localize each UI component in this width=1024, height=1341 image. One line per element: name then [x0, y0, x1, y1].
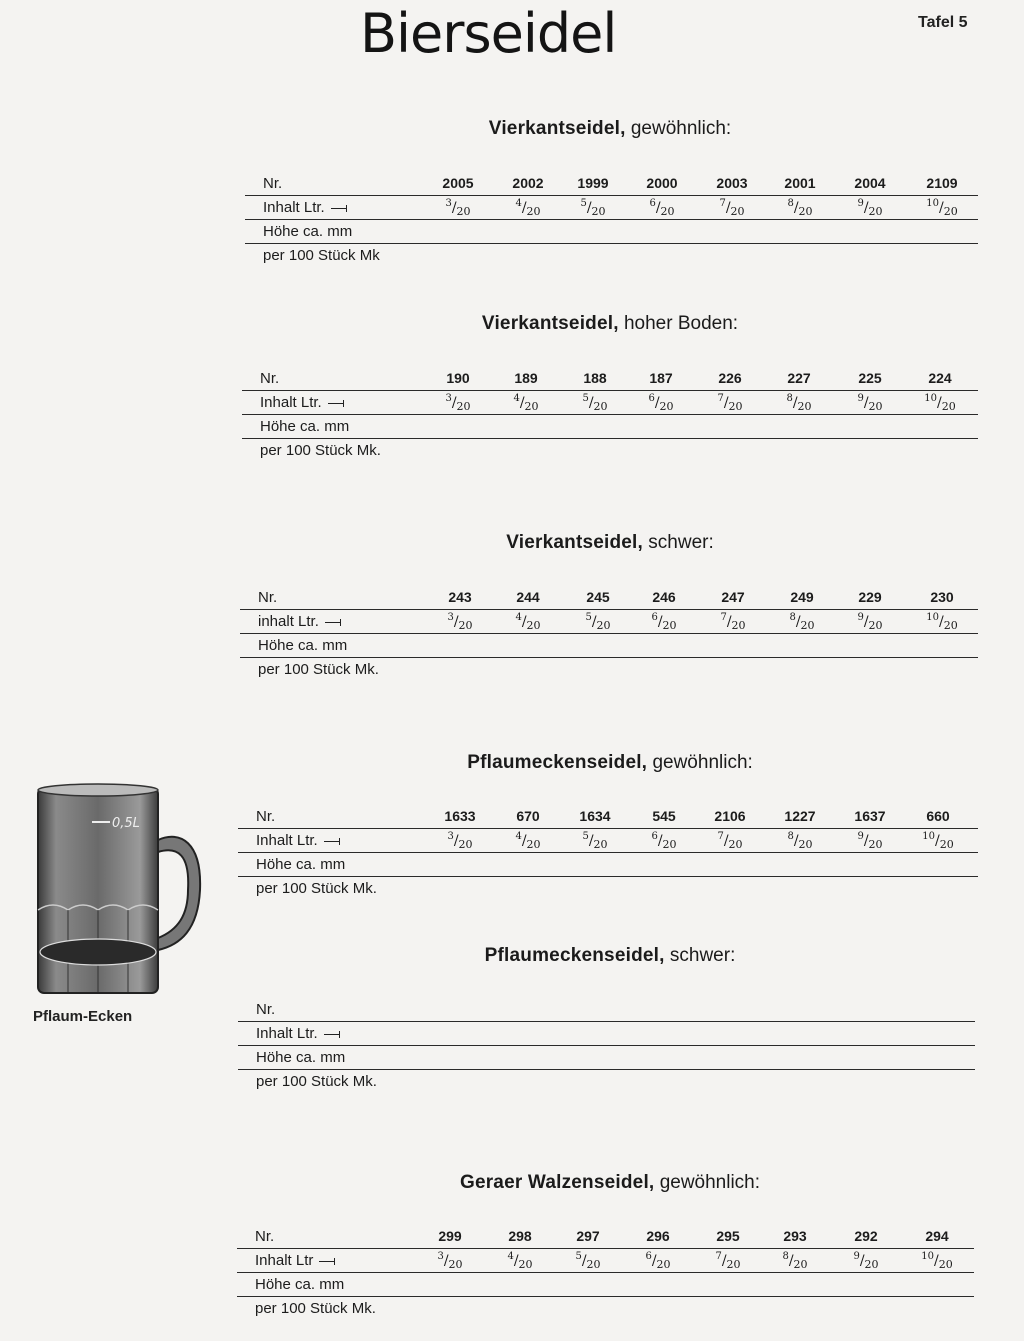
capacity-fraction: $^5/_{20}$ [582, 393, 608, 413]
capacity-numerator: 4 [515, 198, 522, 209]
item-number: 298 [508, 1228, 532, 1244]
capacity-denominator: 20 [728, 400, 743, 413]
capacity-denominator: 20 [939, 838, 954, 851]
capacity-numerator: 3 [447, 612, 454, 623]
capacity-fraction: $^{10}/_{20}$ [921, 1251, 953, 1271]
capacity-denominator: 20 [456, 205, 471, 218]
row-label [258, 637, 347, 654]
capacity-denominator: 20 [943, 619, 958, 632]
capacity-fraction: $^8/_{20}$ [787, 831, 813, 851]
item-number: 1634 [579, 808, 611, 824]
item-number: 660 [926, 808, 950, 824]
capacity-fraction: $^5/_{20}$ [582, 831, 608, 851]
capacity-numerator: 7 [715, 1251, 722, 1262]
section-title [0, 1172, 1024, 1194]
spec-table [245, 172, 978, 268]
item-number: 229 [858, 589, 882, 605]
row-label [255, 1300, 376, 1317]
row-preis [242, 439, 978, 463]
capacity-denominator: 20 [793, 1258, 808, 1271]
capacity-numerator: 3 [447, 831, 454, 842]
item-number: 188 [583, 370, 607, 386]
measure-arrow-icon [324, 1030, 340, 1038]
capacity-numerator: 4 [515, 612, 522, 623]
capacity-denominator: 20 [593, 838, 608, 851]
row-label [260, 442, 381, 459]
capacity-fraction: $^8/_{20}$ [789, 612, 815, 632]
row-label-text: Höhe ca. mm [256, 1049, 346, 1066]
capacity-numerator: 10 [926, 198, 939, 209]
item-number: 245 [586, 589, 610, 605]
capacity-fraction: $^6/_{20}$ [648, 393, 674, 413]
capacity-fraction: $^3/_{20}$ [437, 1251, 463, 1271]
row-label [260, 394, 344, 411]
capacity-fraction: $^6/_{20}$ [651, 612, 677, 632]
capacity-fraction: $^3/_{20}$ [447, 831, 473, 851]
capacity-fraction: $^{10}/_{20}$ [924, 393, 956, 413]
capacity-numerator: 6 [651, 612, 658, 623]
section-title-sub: schwer: [648, 532, 714, 553]
row-label [256, 832, 340, 849]
item-number: 225 [858, 370, 882, 386]
capacity-fraction: $^5/_{20}$ [575, 1251, 601, 1271]
capacity-numerator: 4 [513, 393, 520, 404]
item-number: 244 [516, 589, 540, 605]
capacity-denominator: 20 [868, 400, 883, 413]
section-title-main: Pflaumeckenseidel, [467, 752, 648, 773]
capacity-numerator: 5 [582, 393, 589, 404]
capacity-numerator: 4 [507, 1251, 514, 1262]
capacity-fraction: $^3/_{20}$ [447, 612, 473, 632]
row-inhalt [245, 196, 978, 220]
capacity-denominator: 20 [728, 838, 743, 851]
capacity-denominator: 20 [524, 400, 539, 413]
page-title: Bierseidel [360, 2, 617, 65]
section-title [0, 118, 1024, 140]
capacity-numerator: 9 [857, 612, 864, 623]
capacity-fraction: $^3/_{20}$ [445, 393, 471, 413]
row-label [256, 1001, 275, 1018]
section-title-sub: gewöhnlich: [652, 752, 753, 773]
item-number: 2109 [926, 175, 958, 191]
item-number: 227 [787, 370, 811, 386]
item-number: 1637 [854, 808, 886, 824]
capacity-numerator: 10 [924, 393, 937, 404]
row-label-text: Höhe ca. mm [258, 637, 348, 654]
capacity-denominator: 20 [868, 838, 883, 851]
row-label [263, 199, 347, 216]
row-label-text: Nr. [256, 1001, 276, 1018]
row-nr [242, 367, 978, 391]
row-label [256, 856, 345, 873]
row-inhalt [242, 391, 978, 415]
row-label [255, 1228, 274, 1245]
row-label-text: per 100 Stück Mk. [255, 1300, 376, 1317]
measure-arrow-icon [324, 837, 340, 845]
item-number: 293 [783, 1228, 807, 1244]
capacity-numerator: 7 [720, 612, 727, 623]
item-number: 297 [576, 1228, 600, 1244]
row-label [260, 418, 349, 435]
capacity-fraction: $^4/_{20}$ [515, 198, 541, 218]
capacity-denominator: 20 [593, 400, 608, 413]
capacity-denominator: 20 [656, 1258, 671, 1271]
row-hoehe [242, 415, 978, 439]
capacity-numerator: 9 [857, 393, 864, 404]
row-preis [237, 1297, 974, 1321]
capacity-fraction: $^4/_{20}$ [515, 831, 541, 851]
row-label-text: Höhe ca. mm [263, 223, 353, 240]
row-label-text: Höhe ca. mm [260, 418, 350, 435]
item-number: 1999 [577, 175, 609, 191]
capacity-denominator: 20 [797, 400, 812, 413]
capacity-denominator: 20 [800, 619, 815, 632]
item-number: 224 [928, 370, 952, 386]
row-label-text: per 100 Stück Mk. [258, 661, 379, 678]
section-title-sub: hoher Boden: [623, 313, 739, 334]
capacity-numerator: 3 [445, 198, 452, 209]
item-number: 670 [516, 808, 540, 824]
row-inhalt [237, 1249, 974, 1273]
row-label-text: Höhe ca. mm [255, 1276, 345, 1293]
capacity-fraction: $^7/_{20}$ [717, 831, 743, 851]
capacity-fraction: $^8/_{20}$ [782, 1251, 808, 1271]
item-number: 187 [649, 370, 673, 386]
row-preis [238, 1070, 975, 1094]
spec-table [237, 1225, 974, 1321]
item-number: 2003 [716, 175, 748, 191]
row-nr [238, 805, 978, 829]
row-label [258, 589, 277, 606]
capacity-fraction: $^{10}/_{20}$ [926, 612, 958, 632]
capacity-numerator: 8 [787, 198, 794, 209]
capacity-numerator: 6 [645, 1251, 652, 1262]
item-number: 294 [925, 1228, 949, 1244]
capacity-denominator: 20 [458, 838, 473, 851]
row-label [260, 370, 279, 387]
capacity-fraction: $^9/_{20}$ [857, 198, 883, 218]
row-inhalt [238, 1022, 975, 1046]
capacity-fraction: $^3/_{20}$ [445, 198, 471, 218]
section-title [0, 313, 1024, 335]
capacity-fraction: $^7/_{20}$ [715, 1251, 741, 1271]
capacity-fraction: $^7/_{20}$ [717, 393, 743, 413]
measure-arrow-icon [328, 399, 344, 407]
row-inhalt [240, 610, 978, 634]
capacity-denominator: 20 [798, 205, 813, 218]
spec-table [242, 367, 978, 463]
capacity-numerator: 7 [717, 393, 724, 404]
capacity-fraction: $^{10}/_{20}$ [922, 831, 954, 851]
row-label-text: Nr. [260, 370, 280, 387]
capacity-fraction: $^6/_{20}$ [649, 198, 675, 218]
row-label-text: per 100 Stück Mk. [256, 1073, 377, 1090]
capacity-numerator: 9 [853, 1251, 860, 1262]
section-title-main: Vierkantseidel, [506, 532, 644, 553]
capacity-fraction: $^9/_{20}$ [857, 393, 883, 413]
row-preis [240, 658, 978, 682]
capacity-denominator: 20 [662, 838, 677, 851]
capacity-denominator: 20 [659, 400, 674, 413]
capacity-numerator: 10 [922, 831, 935, 842]
capacity-fraction: $^8/_{20}$ [787, 198, 813, 218]
item-number: 249 [790, 589, 814, 605]
capacity-fraction: $^4/_{20}$ [513, 393, 539, 413]
row-inhalt [238, 829, 978, 853]
row-label [255, 1252, 335, 1269]
section-title [0, 532, 1024, 554]
item-number: 292 [854, 1228, 878, 1244]
row-label [263, 175, 282, 192]
beer-mug-illustration [30, 780, 210, 1005]
capacity-numerator: 7 [719, 198, 726, 209]
row-nr [238, 998, 975, 1022]
row-label [256, 880, 377, 897]
capacity-numerator: 8 [787, 831, 794, 842]
row-hoehe [237, 1273, 974, 1297]
capacity-numerator: 7 [717, 831, 724, 842]
capacity-numerator: 8 [782, 1251, 789, 1262]
row-label-text: Höhe ca. mm [256, 856, 346, 873]
capacity-denominator: 20 [518, 1258, 533, 1271]
capacity-numerator: 9 [857, 831, 864, 842]
plate-number: Tafel 5 [918, 14, 968, 31]
section-title-sub: gewöhnlich: [659, 1172, 761, 1193]
item-number: 2000 [646, 175, 678, 191]
section-title [0, 752, 1024, 774]
row-nr [245, 172, 978, 196]
capacity-numerator: 6 [649, 198, 656, 209]
capacity-denominator: 20 [586, 1258, 601, 1271]
row-preis [245, 244, 978, 268]
capacity-numerator: 8 [789, 612, 796, 623]
row-label-text: Inhalt Ltr. [256, 1025, 318, 1042]
capacity-numerator: 4 [515, 831, 522, 842]
capacity-numerator: 3 [445, 393, 452, 404]
capacity-denominator: 20 [456, 400, 471, 413]
row-hoehe [240, 634, 978, 658]
capacity-denominator: 20 [726, 1258, 741, 1271]
item-number: 190 [446, 370, 470, 386]
item-number: 2002 [512, 175, 544, 191]
item-number: 299 [438, 1228, 462, 1244]
row-label [258, 613, 341, 630]
row-hoehe [245, 220, 978, 244]
svg-text:0,5L: 0,5L [112, 816, 140, 831]
row-label [256, 1073, 377, 1090]
measure-arrow-icon [325, 618, 341, 626]
capacity-numerator: 5 [582, 831, 589, 842]
capacity-denominator: 20 [938, 1258, 953, 1271]
capacity-fraction: $^5/_{20}$ [585, 612, 611, 632]
item-number: 246 [652, 589, 676, 605]
spec-table [238, 998, 975, 1094]
section-title-main: Vierkantseidel, [481, 313, 619, 334]
row-label [256, 1049, 345, 1066]
capacity-denominator: 20 [526, 619, 541, 632]
item-number: 295 [716, 1228, 740, 1244]
capacity-denominator: 20 [730, 205, 745, 218]
row-label [263, 223, 352, 240]
capacity-denominator: 20 [731, 619, 746, 632]
capacity-fraction: $^{10}/_{20}$ [926, 198, 958, 218]
capacity-fraction: $^7/_{20}$ [719, 198, 745, 218]
section-title-sub: schwer: [669, 945, 736, 966]
capacity-fraction: $^9/_{20}$ [857, 612, 883, 632]
row-label [256, 1025, 340, 1042]
capacity-numerator: 8 [786, 393, 793, 404]
item-number: 243 [448, 589, 472, 605]
row-label-text: Inhalt Ltr. [256, 832, 318, 849]
capacity-denominator: 20 [526, 205, 541, 218]
row-hoehe [238, 1046, 975, 1070]
capacity-denominator: 20 [868, 619, 883, 632]
row-label-text: Nr. [258, 589, 278, 606]
row-label [263, 247, 380, 264]
item-number: 2004 [854, 175, 886, 191]
row-label-text: Inhalt Ltr. [260, 394, 322, 411]
capacity-fraction: $^5/_{20}$ [580, 198, 606, 218]
capacity-fraction: $^4/_{20}$ [507, 1251, 533, 1271]
item-number: 247 [721, 589, 745, 605]
item-number: 189 [514, 370, 538, 386]
row-nr [240, 586, 978, 610]
capacity-fraction: $^6/_{20}$ [651, 831, 677, 851]
row-label [255, 1276, 344, 1293]
row-label-text: Inhalt Ltr [255, 1252, 314, 1269]
capacity-denominator: 20 [941, 400, 956, 413]
section-title-main: Geraer Walzenseidel, [459, 1172, 655, 1193]
capacity-fraction: $^9/_{20}$ [857, 831, 883, 851]
capacity-numerator: 5 [575, 1251, 582, 1262]
capacity-fraction: $^9/_{20}$ [853, 1251, 879, 1271]
capacity-denominator: 20 [591, 205, 606, 218]
section-title-sub: gewöhnlich: [630, 118, 732, 139]
row-label-text: per 100 Stück Mk. [260, 442, 381, 459]
spec-table [240, 586, 978, 682]
item-number: 2001 [784, 175, 816, 191]
capacity-denominator: 20 [458, 619, 473, 632]
item-number: 2106 [714, 808, 746, 824]
row-label-text: Inhalt Ltr. [263, 199, 325, 216]
item-number: 230 [930, 589, 954, 605]
capacity-denominator: 20 [868, 205, 883, 218]
capacity-denominator: 20 [662, 619, 677, 632]
row-label-text: Nr. [256, 808, 276, 825]
row-label-text: per 100 Stück Mk [263, 247, 380, 264]
section-title-main: Pflaumeckenseidel, [484, 945, 665, 966]
capacity-numerator: 3 [437, 1251, 444, 1262]
row-preis [238, 877, 978, 901]
row-label-text: inhalt Ltr. [258, 613, 319, 630]
spec-table [238, 805, 978, 901]
row-label-text: per 100 Stück Mk. [256, 880, 377, 897]
capacity-fraction: $^6/_{20}$ [645, 1251, 671, 1271]
row-nr [237, 1225, 974, 1249]
capacity-denominator: 20 [596, 619, 611, 632]
item-number: 1227 [784, 808, 816, 824]
item-number: 545 [652, 808, 676, 824]
item-number: 296 [646, 1228, 670, 1244]
capacity-fraction: $^7/_{20}$ [720, 612, 746, 632]
capacity-numerator: 10 [921, 1251, 934, 1262]
row-label-text: Nr. [255, 1228, 275, 1245]
capacity-numerator: 10 [926, 612, 939, 623]
capacity-numerator: 5 [580, 198, 587, 209]
measure-arrow-icon [319, 1257, 335, 1265]
item-number: 1633 [444, 808, 476, 824]
measure-arrow-icon [331, 204, 347, 212]
row-hoehe [238, 853, 978, 877]
capacity-denominator: 20 [526, 838, 541, 851]
capacity-denominator: 20 [448, 1258, 463, 1271]
capacity-fraction: $^8/_{20}$ [786, 393, 812, 413]
capacity-numerator: 6 [651, 831, 658, 842]
capacity-denominator: 20 [798, 838, 813, 851]
capacity-numerator: 6 [648, 393, 655, 404]
capacity-denominator: 20 [943, 205, 958, 218]
capacity-numerator: 5 [585, 612, 592, 623]
item-number: 226 [718, 370, 742, 386]
illustration-caption: Pflaum-Ecken [33, 1008, 133, 1025]
section-title-main: Vierkantseidel, [488, 118, 626, 139]
item-number: 2005 [442, 175, 474, 191]
capacity-fraction: $^4/_{20}$ [515, 612, 541, 632]
capacity-numerator: 9 [857, 198, 864, 209]
row-label-text: Nr. [263, 175, 283, 192]
capacity-denominator: 20 [660, 205, 675, 218]
row-label [256, 808, 275, 825]
row-label [258, 661, 379, 678]
capacity-denominator: 20 [864, 1258, 879, 1271]
